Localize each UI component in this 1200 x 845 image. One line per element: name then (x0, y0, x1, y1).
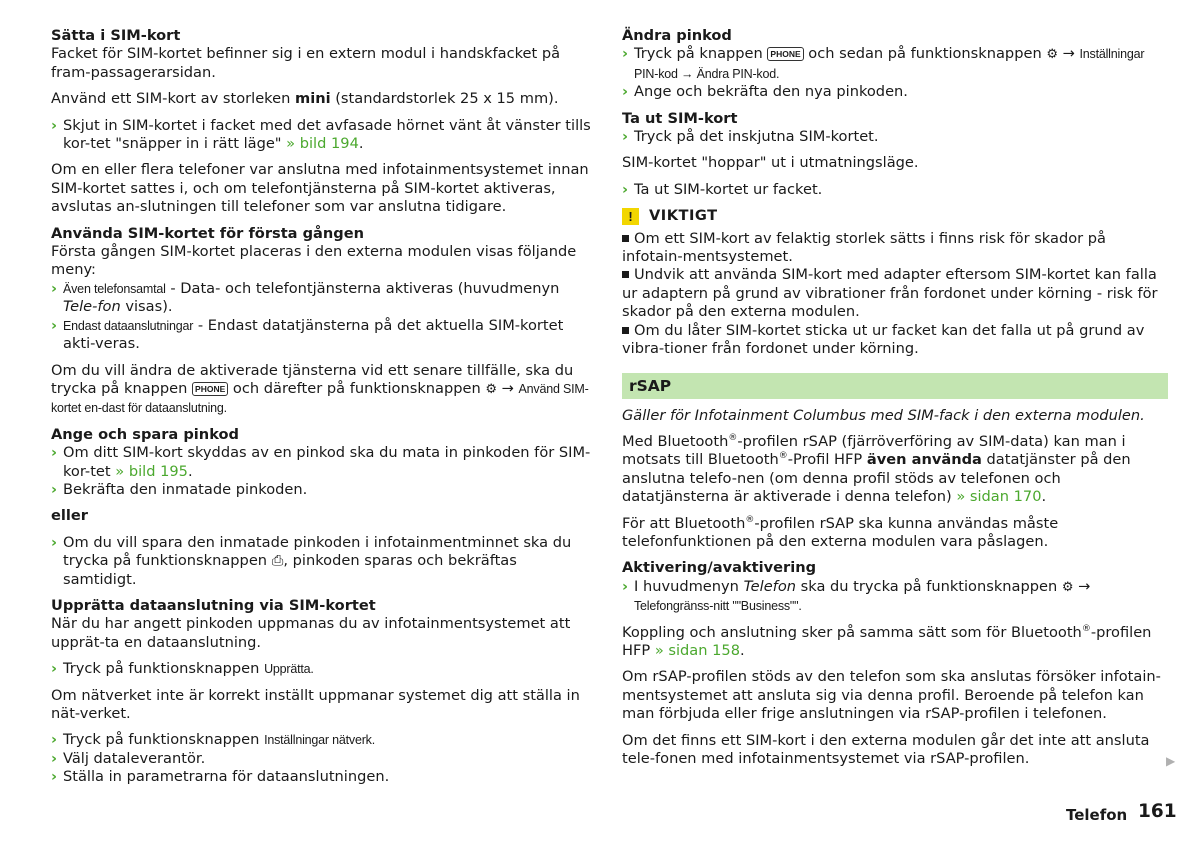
instruction-item: › I huvudmenyn Telefon ska du trycka på funktionsknappen ⚙ → Telefongränss-nitt ""Business"". (622, 577, 1091, 614)
warning-icon: ! (622, 208, 639, 225)
footer-section-title: Telefon (1066, 806, 1128, 824)
warning-title: VIKTIGT (649, 207, 718, 225)
arrow-icon: › (51, 768, 58, 786)
heading-data-connection: Upprätta dataanslutning via SIM-kortet (51, 596, 376, 614)
instruction-item: › Tryck på funktionsknappen Upprätta. (51, 660, 314, 678)
paragraph: Första gången SIM-kortet placeras i den externa modulen visas följande meny: (51, 243, 577, 279)
settings-gear-icon: ⚙ (485, 381, 498, 397)
instruction-item: › Om ditt SIM-kort skyddas av en pinkod ska du mata in pinkoden för SIM-kor-tet » bild 195. (51, 444, 591, 480)
arrow-icon: › (51, 444, 58, 462)
heading-first-use: Använda SIM-kortet för första gången (51, 224, 365, 242)
instruction-item: › Tryck på det inskjutna SIM-kortet. (622, 128, 879, 146)
page-link[interactable]: » sidan 170 (956, 488, 1042, 506)
left-column (51, 27, 591, 787)
paragraph: För att Bluetooth®-profilen rSAP ska kunna användas måste telefonfunktionen på den externa modulen vara påslagen. (622, 514, 1059, 550)
paragraph: Om en eller flera telefoner var anslutna med infotainmentsystemet innan SIM-kortet sattes i, och om telefontjänsterna på SIM-kortet aktiveras, avslutas an-slutningen till telefoner som var anslutna tidigare. (51, 161, 589, 216)
square-bullet-icon (622, 327, 629, 334)
phone-key-icon: PHONE (767, 47, 803, 61)
warning-item: Om ett SIM-kort av felaktig storlek sätts i finns risk för skador på infotain-mentsystemet. (622, 229, 1106, 266)
paragraph: Koppling och anslutning sker på samma sätt som för Bluetooth®-profilen HFP » sidan 158. (622, 623, 1152, 659)
heading-change-pin: Ändra pinkod (622, 27, 732, 44)
paragraph: Med Bluetooth®-profilen rSAP (fjärröverföring av SIM-data) kan man i motsats till Bluetooth®-Profil HFP även använda datatjänster på den anslutna telefo-nen (om denna profil stöds av telefonen och datatjänsterna är aktiverade i denna telefon) » sidan 170. (622, 432, 1131, 506)
page-link[interactable]: » sidan 158 (654, 641, 740, 659)
square-bullet-icon (622, 271, 629, 278)
phone-key-icon: PHONE (192, 382, 228, 396)
instruction-item: › Även telefonsamtal - Data- och telefontjänsterna aktiveras (huvudmenyn Tele-fon visas). (51, 279, 560, 316)
instruction-item: › Ange och bekräfta den nya pinkoden. (622, 83, 908, 101)
instruction-item: › Bekräfta den inmatade pinkoden. (51, 480, 308, 498)
arrow-icon: › (622, 577, 629, 595)
heading-activation: Aktivering/avaktivering (622, 559, 817, 577)
heading-or: eller (51, 507, 88, 525)
arrow-icon: › (51, 316, 58, 334)
settings-gear-icon: ⚙ (1061, 579, 1074, 595)
section-title-rsap: rSAP (622, 373, 1168, 399)
arrow-icon: › (622, 83, 629, 101)
square-bullet-icon (622, 235, 629, 242)
figure-link[interactable]: » bild 194 (286, 135, 359, 153)
instruction-item: › Ställa in parametrarna för dataanslutningen. (51, 768, 390, 786)
arrow-icon: › (51, 116, 58, 134)
arrow-icon: › (622, 180, 629, 198)
arrow-icon: › (51, 480, 58, 498)
arrow-icon: › (51, 731, 58, 749)
instruction-item: › Om du vill spara den inmatade pinkoden i infotainmentminnet ska du trycka på funktionsknappen ⎙, pinkoden sparas och bekräftas samtidigt. (51, 533, 572, 588)
right-column (622, 27, 1168, 776)
paragraph: Om rSAP-profilen stöds av den telefon som ska anslutas försöker infotain-mentsystemet att ansluta sig via denna profil. Beroende på telefon kan man förbjuda eller frige anslutningen via rSAP-profilen i telefonen. (622, 668, 1161, 723)
arrow-icon: › (51, 533, 58, 551)
arrow-icon: › (51, 660, 58, 678)
settings-gear-icon: ⚙ (1046, 47, 1058, 63)
warning-item: Om du låter SIM-kortet sticka ut ur facket kan det falla ut på grund av vibra-tioner från fordonet under körning. (622, 321, 1145, 358)
page-number: 161 (1138, 801, 1177, 822)
instruction-item: › Välj dataleverantör. (51, 749, 206, 767)
paragraph: Använd ett SIM-kort av storleken mini (standardstorlek 25 x 15 mm). (51, 90, 559, 108)
warning-item: Undvik att använda SIM-kort med adapter eftersom SIM-kortet kan falla ur adaptern på grund av vibrationer från fordonet under körning - risk för skador på den externa modulen. (622, 266, 1158, 321)
instruction-item: › Tryck på funktionsknappen Inställningar nätverk. (51, 731, 376, 749)
arrow-icon: › (622, 45, 629, 63)
warning-header (622, 207, 1168, 225)
continue-arrow-icon: ▶ (1166, 754, 1176, 768)
paragraph: SIM-kortet "hoppar" ut i utmatningsläge. (622, 154, 919, 172)
heading-insert-sim: Sätta i SIM-kort (51, 27, 181, 44)
paragraph: När du har angett pinkoden uppmanas du av infotainmentsystemet att upprät-ta en dataanslutning. (51, 615, 571, 651)
arrow-icon: › (51, 279, 58, 297)
arrow-icon: › (51, 749, 58, 767)
instruction-item: › Tryck på knappen PHONE och sedan på funktionsknappen ⚙ → Inställningar PIN-kod → Ändra PIN-kod. (622, 45, 1145, 81)
paragraph: Om du vill ändra de aktiverade tjänsterna vid ett senare tillfälle, ska du trycka på knappen PHONE och därefter på funktionsknappen ⚙ → Använd SIM-kortet en-dast för dataanslutning. (51, 361, 589, 416)
paragraph: Om det finns ett SIM-kort i den externa modulen går det inte att ansluta tele-fonen med infotainmentsystemet via rSAP-profilen. (622, 731, 1150, 767)
instruction-item: › Skjut in SIM-kortet i facket med det avfasade hörnet vänt åt vänster tills kor-tet "snäpper in i rätt läge" » bild 194. (51, 116, 591, 153)
applicability-note: Gäller för Infotainment Columbus med SIM-fack i den externa modulen. (622, 406, 1145, 424)
paragraph: Om nätverket inte är korrekt inställt uppmanar systemet dig att ställa in nät-verket. (51, 686, 580, 722)
heading-pin: Ange och spara pinkod (51, 425, 239, 443)
figure-link[interactable]: » bild 195 (115, 462, 188, 480)
heading-remove-sim: Ta ut SIM-kort (622, 109, 738, 127)
arrow-icon: › (622, 128, 629, 146)
save-icon: ⎙ (271, 552, 284, 570)
instruction-item: › Endast dataanslutningar - Endast datatjänsterna på det aktuella SIM-kortet akti-veras. (51, 316, 564, 353)
instruction-item: › Ta ut SIM-kortet ur facket. (622, 180, 823, 198)
paragraph: Facket för SIM-kortet befinner sig i en extern modul i handskfacket på fram-passagerarsidan. (51, 45, 561, 81)
